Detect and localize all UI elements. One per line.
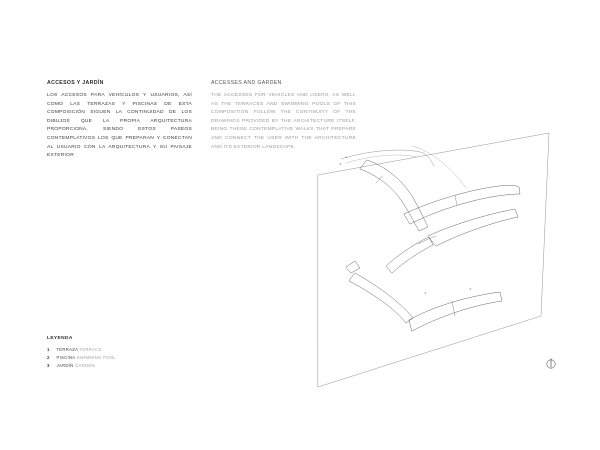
legend-label-en: TERRACE <box>79 347 102 352</box>
legend-label-es: TERRAZA <box>56 347 78 352</box>
legend-label-en: SWIMMING POOL <box>76 354 116 360</box>
pool-outline <box>409 292 502 331</box>
legend-label-es: PISCINA <box>56 354 76 360</box>
spanish-description: LOS ACCESOS PARA VEHÍCULOS Y USUARIOS, ASÍ COMO LAS TERRAZAS Y PISCINAS DE ESTA COMPOSICIÓN SIGUEN LA CONTINUIDAD DE LOS DIBUJOS QUE LA PROPIA ARQUITECTURA PROPORCIONA, SIENDO ESTOS PASEOS CONTEMPLATIVOS LOS QUE PREPARAN Y CONECTAN AL USUARIO CON LA ARQUITECTURA Y SU PAISAJE EXTERIOR <box>47 93 192 159</box>
terrace-wing-upper-right <box>404 185 520 224</box>
spanish-heading: ACCESOS Y JARDÍN <box>47 80 104 86</box>
terrace-wing-middle <box>428 209 518 246</box>
site-boundary <box>318 133 549 387</box>
terrace-wing-lower <box>349 273 413 323</box>
legend-label-es: JARDÍN <box>56 362 74 368</box>
legend-number: 2 <box>47 354 50 360</box>
access-road-branch <box>412 146 466 188</box>
english-description: THE ACCESSES FOR VEHICLES AND USERS, AS WELL AS THE TERRACES AND SWIMMING POOLS OF THIS COMPOSITION FOLLOW THE CONTINUITY OF THE DRAWINGS PROVIDED BY THE ARCHITECTURE ITSELF, BEING THESE CONTEMPLATIVE WALKS THAT PREPARE AND CONNECT THE USER WITH THE ARCHITECTURE AND ITS EXTERIOR LANDSCAPE. <box>211 93 356 150</box>
english-heading: ACCESSES AND GARDEN <box>211 80 282 86</box>
terrace-wing-upper-right-divider <box>455 196 457 205</box>
legend-number: 3 <box>47 362 50 368</box>
north-arrow-icon <box>547 359 555 369</box>
legend-title: LEYENDA <box>47 336 73 341</box>
legend-label-en: GARDEN <box>74 362 95 368</box>
marker-upper <box>346 157 347 158</box>
access-road-outer <box>341 150 434 166</box>
terrace-wing-diagonal <box>386 237 433 273</box>
pool-divider <box>452 301 455 316</box>
terrace-wing-lower-end <box>346 261 360 273</box>
legend-number: 1 <box>47 347 50 352</box>
